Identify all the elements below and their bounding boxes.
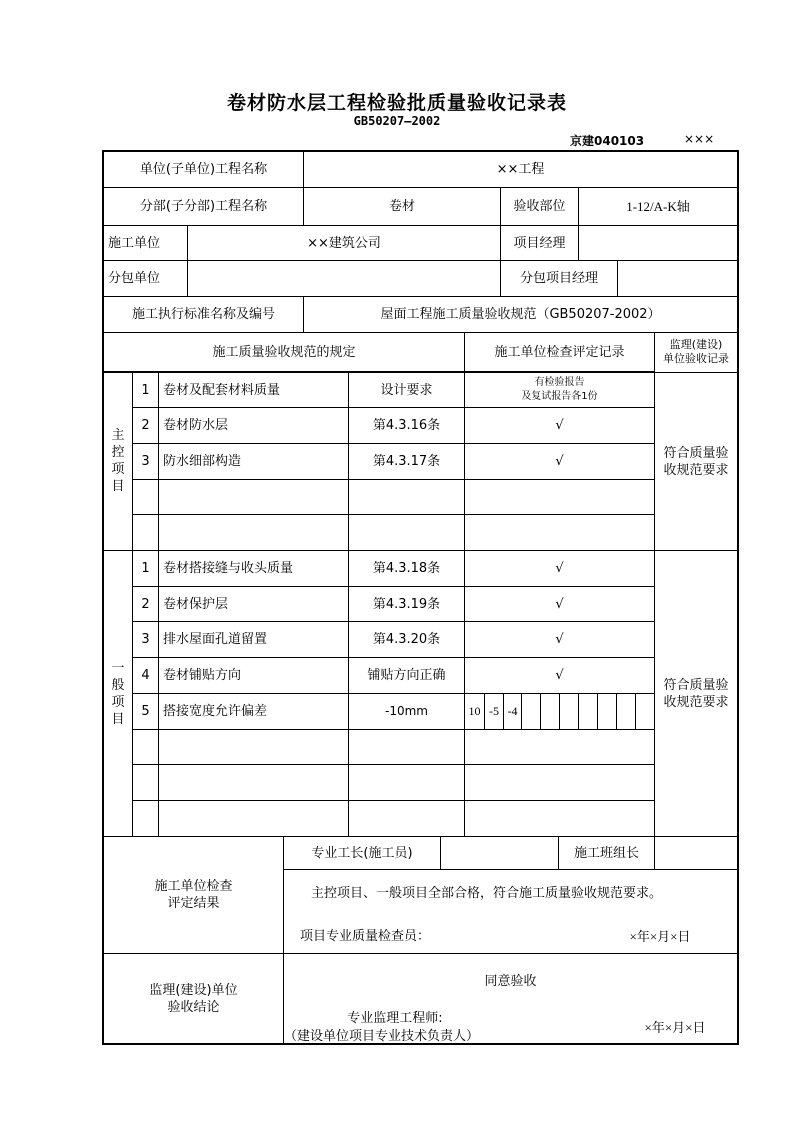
item-requirement: -10mm [385,704,428,718]
measurement-cell[interactable] [617,694,635,729]
spec-column-header: 施工质量验收规范的规定 [212,344,356,360]
item-check-record[interactable]: √ [555,632,564,647]
item-name: 卷材保护层 [163,596,229,612]
foreman-label: 专业工长(施工员) [311,845,413,861]
standard-label: 施工执行标准名称及编号 [131,307,275,322]
team-leader-label: 施工班组长 [573,845,639,861]
eval-label-line1: 施工单位检查 [154,879,233,894]
row-divider [132,479,654,480]
general-items-result[interactable] [655,551,737,836]
item-requirement: 第4.3.18条 [372,561,441,576]
result-line2: 收规范要求 [663,462,729,478]
measurement-cell[interactable]: -5 [489,704,499,718]
group-char: 目 [111,479,125,494]
team-leader-value[interactable] [655,837,737,869]
project-name-value[interactable]: ××工程 [496,162,545,177]
subproject-label: 分部(子分部)工程名称 [139,199,268,214]
sup-label-line1: 监理(建设)单位 [149,983,238,998]
item-name: 卷材及配套材料质量 [163,382,281,398]
main-items-result[interactable] [655,373,737,550]
sup-label-line2: 验收结论 [167,1000,220,1015]
supervising-engineer-label: 专业监理工程师: [347,1010,443,1026]
measurement-cell[interactable]: 10 [468,704,481,718]
item-check-record[interactable]: √ [555,668,564,683]
item-check-record[interactable]: √ [555,418,564,433]
item-check-record[interactable] [465,373,654,407]
item-name: 卷材铺贴方向 [163,668,242,683]
measurement-cell[interactable] [541,694,559,729]
item-number: 1 [141,382,150,398]
sub-pm-label: 分包项目经理 [519,271,598,286]
row-divider [132,514,654,515]
form-serial: ××× [684,132,715,146]
general-items-group-label [104,551,132,836]
group-char: 主 [111,428,125,443]
item-name: 卷材防水层 [163,418,229,433]
supervision-conclusion-text[interactable]: 同意验收 [484,973,537,989]
measurement-cell[interactable] [579,694,597,729]
inspection-part-value[interactable]: 1-12/A-K轴 [626,199,690,214]
row-divider [132,729,654,730]
supervise-column-header [655,333,737,371]
group-char: 目 [111,711,125,727]
supervision-date[interactable]: ×年×月×日 [644,1019,706,1035]
eval-label-line2: 评定结果 [167,896,220,911]
contractor-value[interactable]: ××建筑公司 [307,235,381,251]
item-name: 卷材搭接缝与收头质量 [163,561,294,576]
measurement-cell[interactable]: -4 [507,704,518,718]
item-number: 2 [141,418,150,433]
row-divider [132,764,654,765]
item-name: 防水细部构造 [163,454,242,469]
result-line1: 符合质量验 [663,445,729,461]
check-line1: 有检验报告 [534,377,585,388]
item-number: 3 [141,454,150,469]
item-requirement: 第4.3.19条 [372,596,441,612]
contractor-label: 施工单位 [108,235,161,251]
subcontractor-value[interactable] [188,261,500,296]
item-number: 2 [141,596,150,612]
owner-tech-lead-label: （建设单位项目专业技术负责人） [284,1028,480,1044]
item-requirement: 设计要求 [380,382,433,398]
sub-pm-value[interactable] [618,261,737,296]
form-code: 京建040103 [570,134,645,148]
group-char: 控 [111,445,125,460]
supervise-header-line1: 监理(建设) [669,338,723,351]
standard-code: GB50207—2002 [353,114,441,128]
item-number: 1 [141,561,150,576]
supervision-conclusion-label [104,954,283,1044]
standard-value[interactable]: 屋面工程施工质量验收规范（GB50207-2002） [380,307,661,322]
group-char: 项 [111,462,125,477]
measurement-cell[interactable] [636,694,654,729]
project-name-label: 单位(子单位)工程名称 [139,162,268,177]
item-number: 5 [141,704,150,719]
subproject-value[interactable]: 卷材 [388,199,415,214]
supervise-header-line2: 单位验收记录 [663,352,729,365]
page-title: 卷材防水层工程检验批质量验收记录表 [226,92,567,114]
result-line1: 符合质量验 [663,677,729,693]
measurement-cell[interactable] [522,694,540,729]
inspector-date[interactable]: ×年×月×日 [629,928,691,944]
item-requirement: 第4.3.16条 [372,418,441,433]
measurement-cell[interactable] [560,694,578,729]
item-check-record[interactable]: √ [555,454,564,469]
row-divider [283,869,739,870]
item-number: 4 [141,668,150,683]
item-requirement: 铺贴方向正确 [367,668,446,683]
inspection-part-label: 验收部位 [513,199,566,214]
subcontractor-label: 分包单位 [108,271,161,286]
item-requirement: 第4.3.17条 [372,454,441,469]
evaluation-result-text[interactable]: 主控项目、一般项目全部合格，符合施工质量验收规范要求。 [311,885,663,901]
row-divider [132,800,654,801]
measurement-cell[interactable] [598,694,616,729]
foreman-value[interactable] [441,837,558,869]
main-items-group-label [104,372,132,550]
group-char: 般 [111,677,125,693]
item-requirement: 第4.3.20条 [372,632,441,647]
contractor-evaluation-label [104,837,283,953]
result-line2: 收规范要求 [663,694,729,710]
item-name: 搭接宽度允许偏差 [163,704,268,719]
check-line2: 及复试报告各1份 [521,391,598,402]
project-manager-value[interactable] [579,226,737,260]
quality-inspector-label: 项目专业质量检查员： [300,928,431,944]
item-check-record[interactable]: √ [555,596,564,612]
check-column-header: 施工单位检查评定记录 [494,344,625,360]
item-number: 3 [141,632,150,647]
item-name: 排水屋面孔道留置 [163,632,268,647]
group-char: 项 [111,694,125,710]
group-char: 一 [111,660,125,676]
project-manager-label: 项目经理 [513,235,566,251]
item-check-record[interactable]: √ [555,561,564,576]
